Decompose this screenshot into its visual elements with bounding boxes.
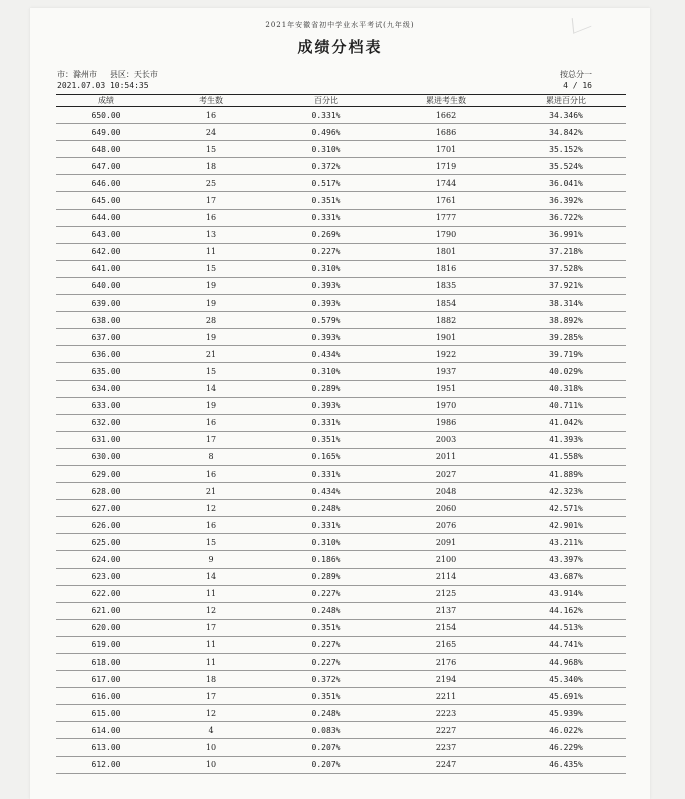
table-row (56, 295, 626, 312)
score-cell: 614.00 (56, 722, 156, 739)
table-row (56, 619, 626, 636)
count-cell: 17 (156, 688, 266, 705)
cumulative-percent-cell: 34.842% (506, 124, 626, 141)
cumulative-count-cell: 1790 (386, 226, 506, 243)
cumulative-count-cell: 1744 (386, 175, 506, 192)
table-row (56, 739, 626, 756)
county-label: 县区：天长市 (109, 70, 158, 79)
table-row (56, 500, 626, 517)
score-cell: 648.00 (56, 141, 156, 158)
cumulative-count-cell: 1686 (386, 124, 506, 141)
cumulative-percent-cell: 45.691% (506, 688, 626, 705)
count-cell: 16 (156, 465, 266, 482)
table-row (56, 636, 626, 653)
count-cell: 11 (156, 243, 266, 260)
count-cell: 28 (156, 312, 266, 329)
cumulative-percent-cell: 34.346% (506, 107, 626, 124)
percent-cell: 0.083% (266, 722, 386, 739)
score-cell: 641.00 (56, 260, 156, 277)
table-row (56, 568, 626, 585)
count-cell: 18 (156, 158, 266, 175)
table-row (56, 107, 626, 124)
score-cell: 623.00 (56, 568, 156, 585)
column-header-count: 考生数 (156, 95, 266, 107)
cumulative-percent-cell: 44.162% (506, 602, 626, 619)
count-cell: 13 (156, 226, 266, 243)
percent-cell: 0.248% (266, 705, 386, 722)
score-cell: 644.00 (56, 209, 156, 226)
cumulative-count-cell: 2011 (386, 448, 506, 465)
score-cell: 640.00 (56, 277, 156, 294)
table-row (56, 431, 626, 448)
score-distribution-table (56, 94, 626, 774)
score-cell: 618.00 (56, 654, 156, 671)
cumulative-percent-cell: 41.393% (506, 431, 626, 448)
count-cell: 19 (156, 329, 266, 346)
percent-cell: 0.434% (266, 483, 386, 500)
percent-cell: 0.310% (266, 534, 386, 551)
percent-cell: 0.579% (266, 312, 386, 329)
percent-cell: 0.331% (266, 209, 386, 226)
cumulative-count-cell: 2114 (386, 568, 506, 585)
cumulative-count-cell: 1882 (386, 312, 506, 329)
percent-cell: 0.165% (266, 448, 386, 465)
score-cell: 638.00 (56, 312, 156, 329)
cumulative-percent-cell: 40.318% (506, 380, 626, 397)
cumulative-count-cell: 2247 (386, 756, 506, 773)
table-row (56, 260, 626, 277)
percent-cell: 0.248% (266, 500, 386, 517)
table-row (56, 483, 626, 500)
cumulative-count-cell: 1835 (386, 277, 506, 294)
score-cell: 621.00 (56, 602, 156, 619)
location-info (57, 69, 158, 80)
cumulative-count-cell: 2100 (386, 551, 506, 568)
cumulative-count-cell: 1701 (386, 141, 506, 158)
cumulative-percent-cell: 41.558% (506, 448, 626, 465)
count-cell: 15 (156, 363, 266, 380)
table-row (56, 414, 626, 431)
percent-cell: 0.434% (266, 346, 386, 363)
table-row (56, 312, 626, 329)
table-row (56, 602, 626, 619)
cumulative-count-cell: 1986 (386, 414, 506, 431)
score-cell: 634.00 (56, 380, 156, 397)
score-cell: 615.00 (56, 705, 156, 722)
cumulative-percent-cell: 36.991% (506, 226, 626, 243)
score-cell: 625.00 (56, 534, 156, 551)
percent-cell: 0.227% (266, 636, 386, 653)
page-number: 4 / 16 (563, 81, 592, 90)
cumulative-percent-cell: 43.687% (506, 568, 626, 585)
column-header-percent: 百分比 (266, 95, 386, 107)
table-row (56, 585, 626, 602)
count-cell: 24 (156, 124, 266, 141)
count-cell: 15 (156, 534, 266, 551)
cumulative-percent-cell: 37.528% (506, 260, 626, 277)
cumulative-count-cell: 2176 (386, 654, 506, 671)
table-row (56, 380, 626, 397)
percent-cell: 0.248% (266, 602, 386, 619)
cumulative-percent-cell: 43.397% (506, 551, 626, 568)
table-row (56, 722, 626, 739)
count-cell: 11 (156, 636, 266, 653)
percent-cell: 0.496% (266, 124, 386, 141)
score-cell: 628.00 (56, 483, 156, 500)
cumulative-count-cell: 2125 (386, 585, 506, 602)
score-cell: 626.00 (56, 517, 156, 534)
cumulative-percent-cell: 42.901% (506, 517, 626, 534)
percent-cell: 0.393% (266, 329, 386, 346)
percent-cell: 0.351% (266, 192, 386, 209)
count-cell: 21 (156, 346, 266, 363)
cumulative-count-cell: 1854 (386, 295, 506, 312)
score-cell: 627.00 (56, 500, 156, 517)
table-row (56, 448, 626, 465)
cumulative-percent-cell: 42.323% (506, 483, 626, 500)
exam-title: 2021年安徽省初中学业水平考试(九年级) (265, 21, 415, 29)
cumulative-count-cell: 1951 (386, 380, 506, 397)
count-cell: 11 (156, 585, 266, 602)
document-title: 成绩分档表 (297, 38, 383, 56)
percent-cell: 0.310% (266, 260, 386, 277)
score-cell: 612.00 (56, 756, 156, 773)
cumulative-count-cell: 2165 (386, 636, 506, 653)
cumulative-percent-cell: 43.211% (506, 534, 626, 551)
score-cell: 636.00 (56, 346, 156, 363)
table-row (56, 397, 626, 414)
score-cell: 633.00 (56, 397, 156, 414)
score-cell: 622.00 (56, 585, 156, 602)
cumulative-percent-cell: 45.340% (506, 671, 626, 688)
cumulative-percent-cell: 40.711% (506, 397, 626, 414)
count-cell: 12 (156, 705, 266, 722)
cumulative-count-cell: 1662 (386, 107, 506, 124)
score-cell: 639.00 (56, 295, 156, 312)
score-cell: 620.00 (56, 619, 156, 636)
score-cell: 649.00 (56, 124, 156, 141)
score-cell: 646.00 (56, 175, 156, 192)
percent-cell: 0.331% (266, 107, 386, 124)
percent-cell: 0.207% (266, 756, 386, 773)
cumulative-percent-cell: 44.741% (506, 636, 626, 653)
cumulative-count-cell: 2227 (386, 722, 506, 739)
score-cell: 631.00 (56, 431, 156, 448)
count-cell: 16 (156, 517, 266, 534)
score-cell: 643.00 (56, 226, 156, 243)
sort-label: 按总分一 (560, 70, 592, 79)
cumulative-count-cell: 2048 (386, 483, 506, 500)
score-cell: 613.00 (56, 739, 156, 756)
cumulative-percent-cell: 46.229% (506, 739, 626, 756)
table-row (56, 141, 626, 158)
percent-cell: 0.207% (266, 739, 386, 756)
cumulative-count-cell: 2137 (386, 602, 506, 619)
cumulative-count-cell: 1777 (386, 209, 506, 226)
cumulative-count-cell: 1719 (386, 158, 506, 175)
percent-cell: 0.351% (266, 619, 386, 636)
count-cell: 19 (156, 277, 266, 294)
table-row (56, 192, 626, 209)
table-row (56, 346, 626, 363)
count-cell: 8 (156, 448, 266, 465)
cumulative-count-cell: 2091 (386, 534, 506, 551)
percent-cell: 0.393% (266, 295, 386, 312)
table-row (56, 654, 626, 671)
cumulative-percent-cell: 46.435% (506, 756, 626, 773)
count-cell: 16 (156, 414, 266, 431)
count-cell: 12 (156, 500, 266, 517)
table-row (56, 363, 626, 380)
count-cell: 17 (156, 431, 266, 448)
score-cell: 617.00 (56, 671, 156, 688)
cumulative-count-cell: 2194 (386, 671, 506, 688)
cumulative-percent-cell: 37.921% (506, 277, 626, 294)
cumulative-percent-cell: 38.892% (506, 312, 626, 329)
score-cell: 629.00 (56, 465, 156, 482)
print-datetime: 2021.07.03 10:54:35 (57, 81, 149, 90)
cumulative-percent-cell: 40.029% (506, 363, 626, 380)
count-cell: 11 (156, 654, 266, 671)
percent-cell: 0.310% (266, 363, 386, 380)
cumulative-percent-cell: 35.152% (506, 141, 626, 158)
table-row (56, 124, 626, 141)
table-row (56, 243, 626, 260)
table-row (56, 517, 626, 534)
score-cell: 650.00 (56, 107, 156, 124)
document-meta (57, 69, 592, 91)
cumulative-percent-cell: 38.314% (506, 295, 626, 312)
cumulative-percent-cell: 36.722% (506, 209, 626, 226)
count-cell: 19 (156, 397, 266, 414)
percent-cell: 0.227% (266, 243, 386, 260)
table-row (56, 277, 626, 294)
table-row (56, 705, 626, 722)
table-row (56, 756, 626, 773)
document-page (30, 8, 650, 799)
cumulative-percent-cell: 41.042% (506, 414, 626, 431)
count-cell: 4 (156, 722, 266, 739)
cumulative-percent-cell: 41.889% (506, 465, 626, 482)
cumulative-percent-cell: 42.571% (506, 500, 626, 517)
table-row (56, 534, 626, 551)
cumulative-count-cell: 2076 (386, 517, 506, 534)
cumulative-percent-cell: 44.968% (506, 654, 626, 671)
percent-cell: 0.331% (266, 465, 386, 482)
count-cell: 12 (156, 602, 266, 619)
table-row (56, 551, 626, 568)
count-cell: 15 (156, 141, 266, 158)
cumulative-count-cell: 2223 (386, 705, 506, 722)
cumulative-percent-cell: 46.022% (506, 722, 626, 739)
count-cell: 16 (156, 209, 266, 226)
cumulative-percent-cell: 35.524% (506, 158, 626, 175)
percent-cell: 0.372% (266, 158, 386, 175)
cumulative-count-cell: 1901 (386, 329, 506, 346)
cumulative-count-cell: 2237 (386, 739, 506, 756)
column-header-cumulative-count: 累进考生数 (386, 95, 506, 107)
score-cell: 637.00 (56, 329, 156, 346)
cumulative-count-cell: 1937 (386, 363, 506, 380)
count-cell: 18 (156, 671, 266, 688)
cumulative-percent-cell: 43.914% (506, 585, 626, 602)
table-row (56, 209, 626, 226)
cumulative-count-cell: 1970 (386, 397, 506, 414)
score-cell: 616.00 (56, 688, 156, 705)
cumulative-percent-cell: 44.513% (506, 619, 626, 636)
cumulative-percent-cell: 36.392% (506, 192, 626, 209)
count-cell: 17 (156, 192, 266, 209)
percent-cell: 0.289% (266, 568, 386, 585)
percent-cell: 0.227% (266, 585, 386, 602)
percent-cell: 0.289% (266, 380, 386, 397)
percent-cell: 0.310% (266, 141, 386, 158)
score-cell: 632.00 (56, 414, 156, 431)
count-cell: 15 (156, 260, 266, 277)
cumulative-count-cell: 1816 (386, 260, 506, 277)
percent-cell: 0.331% (266, 414, 386, 431)
table-row (56, 226, 626, 243)
count-cell: 21 (156, 483, 266, 500)
table-row (56, 465, 626, 482)
score-cell: 630.00 (56, 448, 156, 465)
cumulative-percent-cell: 37.218% (506, 243, 626, 260)
cumulative-count-cell: 1922 (386, 346, 506, 363)
percent-cell: 0.517% (266, 175, 386, 192)
percent-cell: 0.227% (266, 654, 386, 671)
count-cell: 16 (156, 107, 266, 124)
cumulative-percent-cell: 39.285% (506, 329, 626, 346)
percent-cell: 0.393% (266, 397, 386, 414)
cumulative-count-cell: 2211 (386, 688, 506, 705)
cumulative-percent-cell: 45.939% (506, 705, 626, 722)
count-cell: 17 (156, 619, 266, 636)
count-cell: 10 (156, 756, 266, 773)
column-header-cumulative-percent: 累进百分比 (506, 95, 626, 107)
column-header-score: 成绩 (56, 95, 156, 107)
percent-cell: 0.393% (266, 277, 386, 294)
table-row (56, 671, 626, 688)
percent-cell: 0.331% (266, 517, 386, 534)
table-row (56, 688, 626, 705)
table-row (56, 175, 626, 192)
table-row (56, 329, 626, 346)
score-cell: 647.00 (56, 158, 156, 175)
score-cell: 635.00 (56, 363, 156, 380)
percent-cell: 0.351% (266, 688, 386, 705)
percent-cell: 0.186% (266, 551, 386, 568)
count-cell: 19 (156, 295, 266, 312)
table-header-row (56, 95, 626, 107)
cumulative-count-cell: 2154 (386, 619, 506, 636)
cumulative-count-cell: 2003 (386, 431, 506, 448)
cumulative-percent-cell: 36.041% (506, 175, 626, 192)
cumulative-count-cell: 1761 (386, 192, 506, 209)
city-label: 市：滁州市 (57, 70, 97, 79)
cumulative-count-cell: 2027 (386, 465, 506, 482)
score-cell: 645.00 (56, 192, 156, 209)
table-row (56, 158, 626, 175)
cumulative-percent-cell: 39.719% (506, 346, 626, 363)
score-cell: 624.00 (56, 551, 156, 568)
score-cell: 642.00 (56, 243, 156, 260)
percent-cell: 0.372% (266, 671, 386, 688)
percent-cell: 0.351% (266, 431, 386, 448)
cumulative-count-cell: 2060 (386, 500, 506, 517)
count-cell: 14 (156, 380, 266, 397)
cumulative-count-cell: 1801 (386, 243, 506, 260)
count-cell: 14 (156, 568, 266, 585)
count-cell: 25 (156, 175, 266, 192)
count-cell: 10 (156, 739, 266, 756)
score-cell: 619.00 (56, 636, 156, 653)
percent-cell: 0.269% (266, 226, 386, 243)
count-cell: 9 (156, 551, 266, 568)
